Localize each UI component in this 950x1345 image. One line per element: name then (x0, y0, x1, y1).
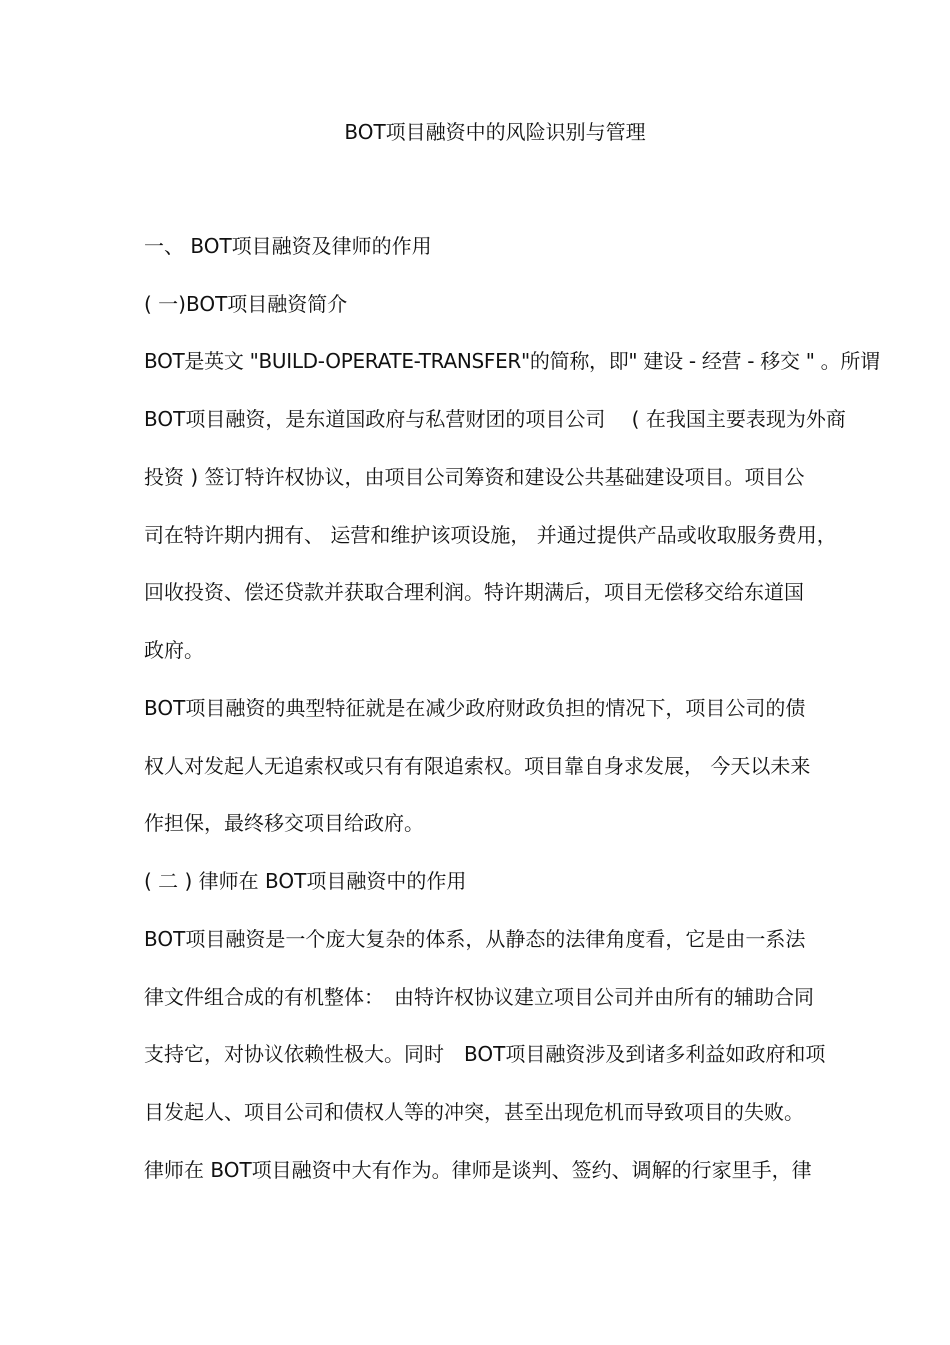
paragraph-line: 作担保，最终移交项目给政府。 (144, 811, 424, 835)
paragraph-line: 政府。 (144, 638, 204, 662)
paragraph-line: BOT是英文 "BUILD-OPERATE-TRANSFER"的简称，即" 建设 - 经营 - 移交 " 。所谓 (144, 349, 880, 373)
subsection-heading-1: ( 一)BOT项目融资简介 (144, 292, 348, 316)
section-heading-1: 一、 BOT项目融资及律师的作用 (144, 234, 432, 258)
paragraph-line: 目发起人、项目公司和债权人等的冲突，甚至出现危机而导致项目的失败。 (144, 1100, 804, 1124)
paragraph-line: 司在特许期内拥有、 运营和维护该项设施， 并通过提供产品或收取服务费用， (144, 523, 837, 547)
paragraph-line: 律师在 BOT项目融资中大有作为。律师是谈判、签约、调解的行家里手，律 (144, 1158, 812, 1182)
paragraph-line: 支持它，对协议依赖性极大。同时 BOT项目融资涉及到诸多利益如政府和项 (144, 1042, 826, 1066)
paragraph-line: BOT项目融资，是东道国政府与私营财团的项目公司 ( 在我国主要表现为外商 (144, 407, 846, 431)
paragraph-line: 回收投资、偿还贷款并获取合理利润。特许期满后，项目无偿移交给东道国 (144, 580, 804, 604)
document-title: BOT项目融资中的风险识别与管理 (344, 120, 646, 144)
paragraph-line: 投资 ) 签订特许权协议，由项目公司筹资和建设公共基础建设项目。项目公 (144, 465, 805, 489)
paragraph-line: BOT项目融资是一个庞大复杂的体系，从静态的法律角度看，它是由一系法 (144, 927, 806, 951)
paragraph-line: BOT项目融资的典型特征就是在减少政府财政负担的情况下，项目公司的债 (144, 696, 806, 720)
paragraph-line: 权人对发起人无追索权或只有有限追索权。项目靠自身求发展， 今天以未来 (144, 754, 811, 778)
subsection-heading-2: ( 二 ) 律师在 BOT项目融资中的作用 (144, 869, 467, 893)
paragraph-line: 律文件组合成的有机整体： 由特许权协议建立项目公司并由所有的辅助合同 (144, 985, 814, 1009)
